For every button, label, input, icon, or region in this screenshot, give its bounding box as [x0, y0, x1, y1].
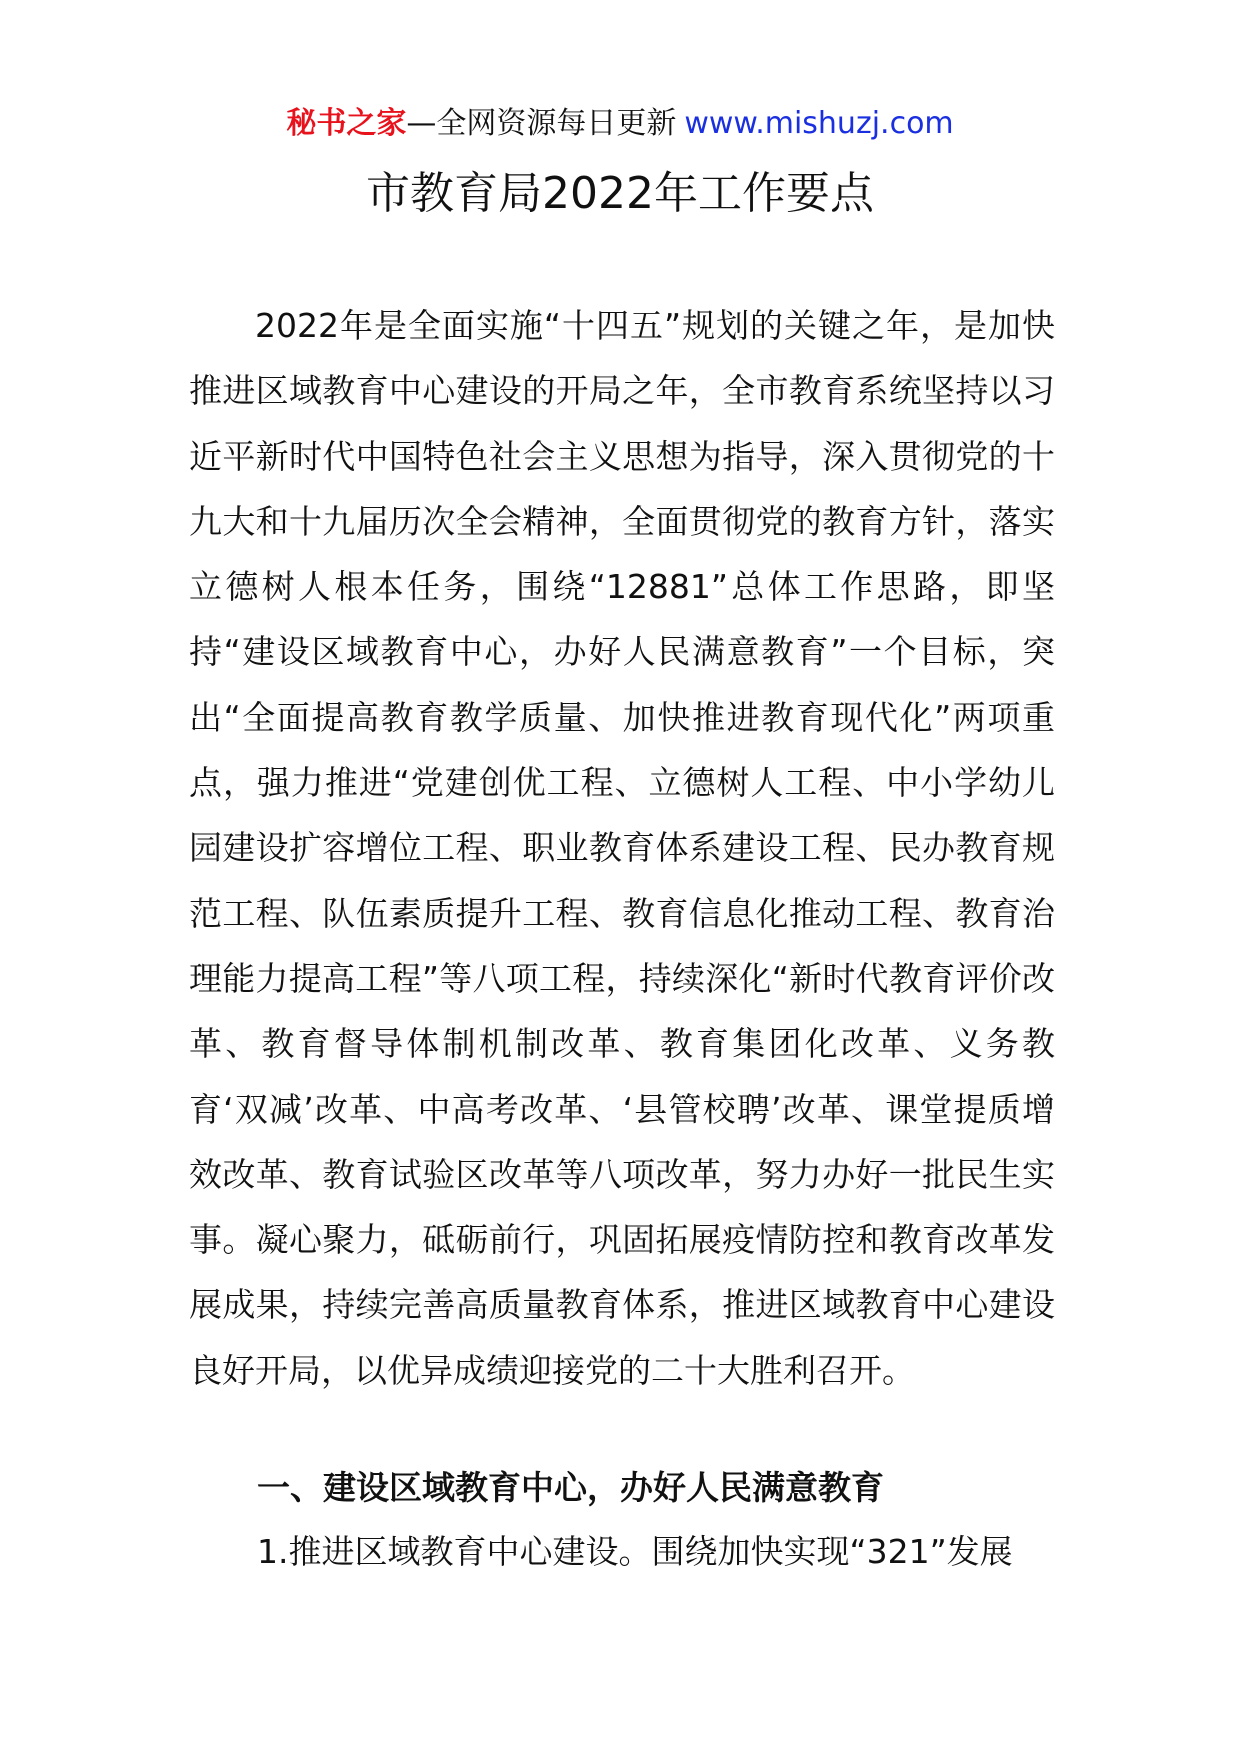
- intro-paragraph: 2022年是全面实施“十四五”规划的关键之年，是加快推进区域教育中心建设的开局之年，全市教育系统坚持以习近平新时代中国特色社会主义思想为指导，深入贯彻党的十九大和十九届历次全会精神，全面贯彻党的教育方针，落实立德树人根本任务，围绕“12881”总体工作思路，即坚持“建设区域教育中心，办好人民满意教育”一个目标，突出“全面提高教育教学质量、加快推进教育现代化”两项重点，强力推进“党建创优工程、立德树人工程、中小学幼儿园建设扩容增位工程、职业教育体系建设工程、民办教育规范工程、队伍素质提升工程、教育信息化推动工程、教育治理能力提高工程”等八项工程，持续深化“新时代教育评价改革、教育督导体制机制改革、教育集团化改革、义务教育‘双减’改革、中高考改革、‘县管校聘’改革、课堂提质增效改革、教育试验区改革等八项改革，努力办好一批民生实事。凝心聚力，砥砺前行，巩固拓展疫情防控和教育改革发展成果，持续完善高质量教育体系，推进区域教育中心建设良好开局，以优异成绩迎接党的二十大胜利召开。: [189, 306, 1055, 1390]
- section-heading: 一、建设区域教育中心，办好人民满意教育: [257, 1468, 884, 1507]
- watermark-banner: [0, 102, 1240, 146]
- document-title: 市教育局2022年工作要点: [366, 168, 874, 219]
- banner-tagline: —全网资源每日更新: [406, 106, 677, 141]
- banner-url[interactable]: www.mishuzj.com: [684, 106, 954, 141]
- list-item: 1.推进区域教育中心建设。围绕加快实现“321”发展: [257, 1532, 1013, 1571]
- brand-name: 秘书之家: [286, 106, 407, 141]
- intro-section: [189, 293, 1055, 1403]
